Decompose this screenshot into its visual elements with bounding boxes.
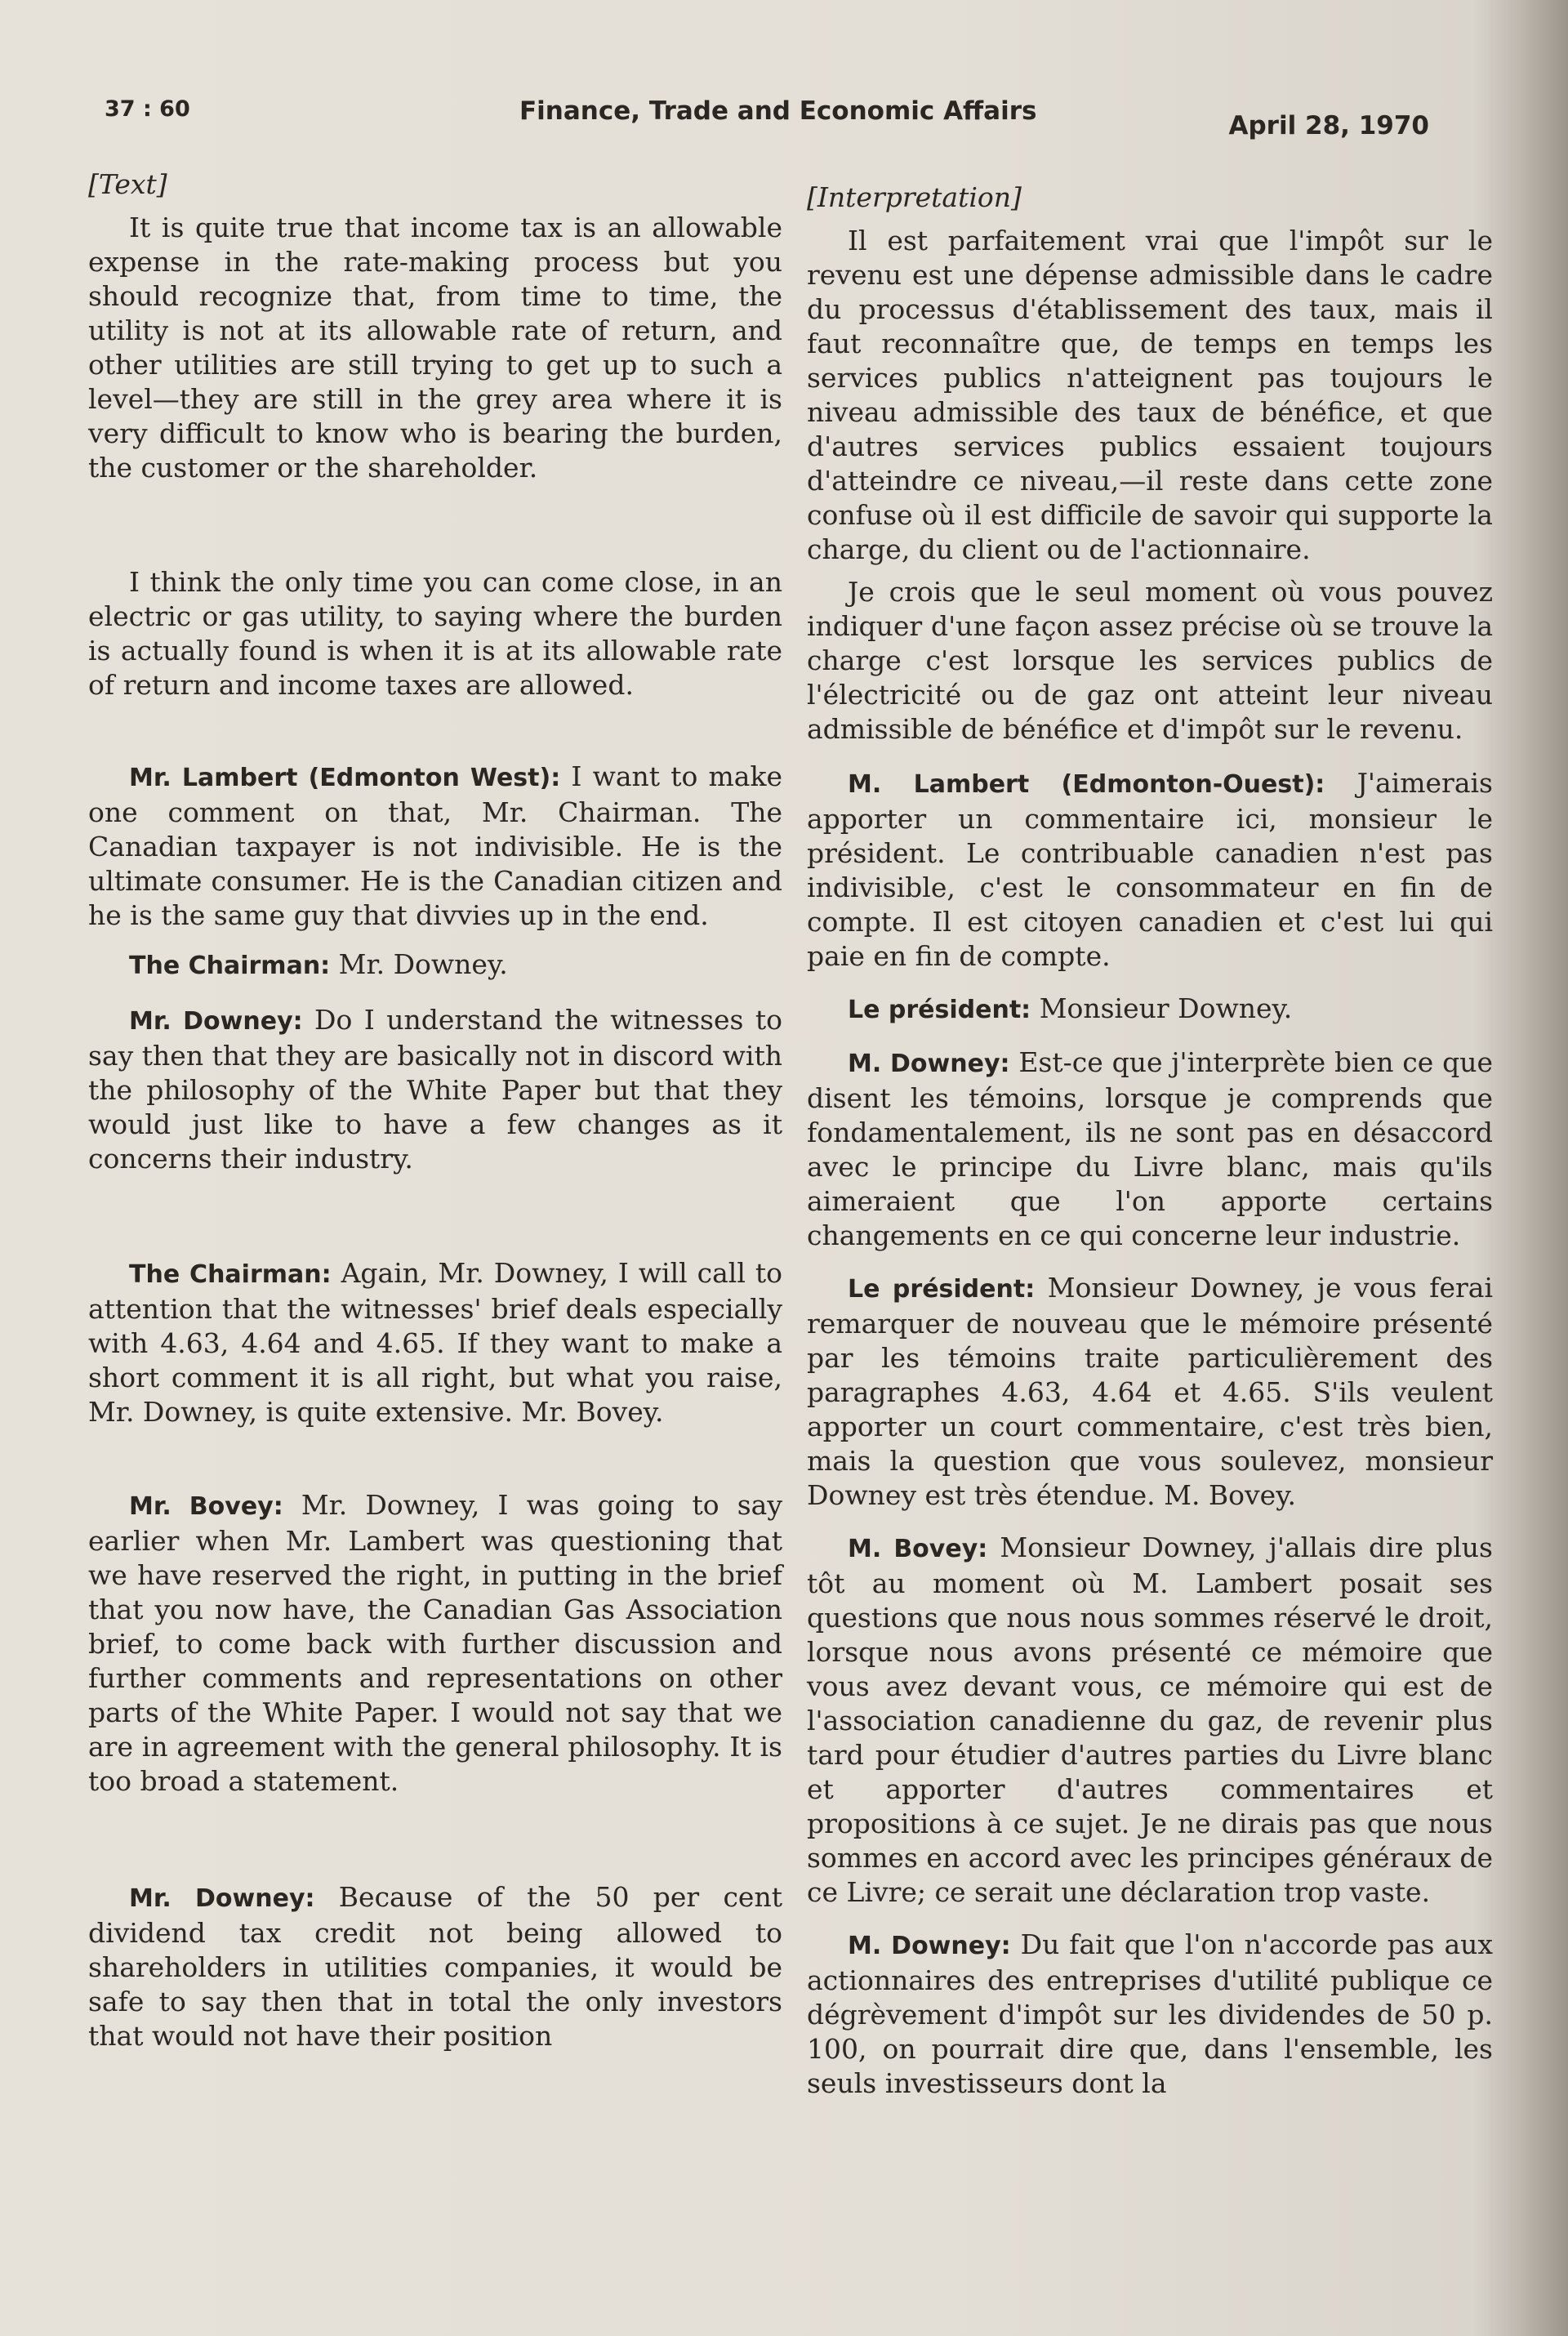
speaker-name: M. Bovey: [848, 1535, 988, 1563]
english-column [88, 167, 782, 2053]
paragraph-text: Monsieur Downey. [1039, 992, 1293, 1024]
french-column [807, 180, 1493, 2101]
paragraph-text: Mr. Downey, I was going to say earlier when Mr. Lambert was questioning that we have reserved the right, in putting in the brief that you now have, the Canadian Gas Association brief, to come back with further discussion and further comments and representations on other parts of the White Paper. I would not say that we are in agreement with the general philosophy. It is too broad a statement. [88, 1489, 782, 1797]
paragraph-text: Do I understand the witnesses to say then that they are basically not in discord with the philosophy of the White Paper but that they would just like to have a few changes as it concerns their industry. [88, 1004, 782, 1175]
paragraph [88, 1256, 782, 1429]
paragraph [88, 1880, 782, 2053]
paragraph [807, 1928, 1493, 2101]
paragraph-text: I think the only time you can come close, in an electric or gas utility, to saying where the burden is actually found is when it is at its allowable rate of return and income taxes are allowed. [88, 566, 782, 701]
page-header [96, 96, 1486, 145]
text-label: [Text] [88, 168, 167, 200]
paragraph [807, 224, 1493, 567]
paragraph-text: Again, Mr. Downey, I will call to attention that the witnesses' brief deals especially with 4.63, 4.64 and 4.65. If they want to make a short comment it is all right, but what you raise, Mr. Downey, is quite extensive. Mr. Bovey. [88, 1257, 782, 1428]
paragraph [88, 565, 782, 702]
speaker-name: The Chairman: [129, 952, 331, 980]
speaker-name: The Chairman: [129, 1260, 332, 1289]
paragraph-text: Du fait que l'on n'accorde pas aux actionnaires des entreprises d'utilité publique ce dégrèvement d'impôt sur les dividendes de 50 p. 100, on pourrait dire que, dans l'ensemble, les seuls investisseurs dont la [807, 1928, 1493, 2099]
paragraph [807, 1531, 1493, 1910]
interpretation-label: [Interpretation] [807, 181, 1022, 213]
paragraph [88, 760, 782, 933]
paragraph [807, 1045, 1493, 1253]
paragraph [88, 1488, 782, 1799]
speaker-name: Mr. Lambert (Edmonton West): [129, 764, 561, 792]
speaker-name: Mr. Downey: [129, 1007, 303, 1036]
paragraph [807, 575, 1493, 747]
paragraph [807, 1271, 1493, 1513]
paragraph [807, 766, 1493, 974]
paragraph [807, 992, 1493, 1028]
paragraph [88, 947, 782, 983]
speaker-name: Mr. Downey: [129, 1884, 315, 1913]
paragraph-text: Je crois que le seul moment où vous pouvez indiquer d'une façon assez précise où se trouve la charge c'est lorsque les services publics de l'électricité ou de gaz ont atteint leur niveau admissible de bénéfice et d'impôt sur le revenu. [807, 576, 1493, 745]
paragraph-text: Est-ce que j'interprète bien ce que disent les témoins, lorsque je comprends que fondamentalement, ils ne sont pas en désaccord avec le principe du Livre blanc, mais qu'ils aimeraient que l'on apporte certains changements en ce qui concerne leur industrie. [807, 1046, 1493, 1251]
speaker-name: Le président: [848, 996, 1031, 1024]
running-title: Finance, Trade and Economic Affairs [519, 96, 1037, 126]
speaker-name: Mr. Bovey: [129, 1492, 283, 1521]
speaker-name: M. Downey: [848, 1932, 1011, 1960]
paragraph-text: Monsieur Downey, j'allais dire plus tôt au moment où M. Lambert posait ses questions que nous nous sommes réservé le droit, lorsque nous avons présenté ce mémoire que vous avez devant vous, ce mémoire qui est de l'association canadienne du gaz, de revenir plus tard pour étudier d'autres parties du Livre blanc et apporter d'autres commentaires et propositions à ce sujet. Je ne dirais pas que nous sommes en accord avec les principes généraux de ce Livre; ce serait une déclaration trop vaste. [807, 1531, 1493, 1908]
page-date: April 28, 1970 [1228, 111, 1429, 140]
paragraph [88, 211, 782, 485]
speaker-name: Le président: [848, 1275, 1036, 1304]
paragraph-text: Monsieur Downey, je vous ferai remarquer de nouveau que le mémoire présenté par les témoins traite particulièrement des paragraphes 4.63, 4.64 et 4.65. S'ils veulent apporter un court commentaire, c'est très bien, mais la question que vous soulevez, monsieur Downey est très étendue. M. Bovey. [807, 1272, 1493, 1511]
page-number: 37 : 60 [105, 96, 190, 122]
speaker-name: M. Downey: [848, 1050, 1010, 1078]
speaker-name: M. Lambert (Edmonton-Ouest): [848, 770, 1325, 799]
paragraph-text: I want to make one comment on that, Mr. Chairman. The Canadian taxpayer is not indivisible. He is the ultimate consumer. He is the Canadian citizen and he is the same guy that divvies up in the end. [88, 760, 782, 931]
paragraph-text: It is quite true that income tax is an allowable expense in the rate-making process but you should recognize that, from time to time, the utility is not at its allowable rate of return, and other utilities are still trying to get up to such a level—they are still in the grey area where it is very difficult to know who is bearing the burden, the customer or the shareholder. [88, 212, 782, 484]
paragraph [88, 1003, 782, 1176]
paragraph-text: Because of the 50 per cent dividend tax credit not being allowed to shareholders in utilities companies, it would be safe to say then that in total the only investors that would not have their position [88, 1881, 782, 2052]
paragraph-text: Mr. Downey. [338, 948, 508, 980]
paragraph-text: J'aimerais apporter un commentaire ici, monsieur le président. Le contribuable canadien n'est pas indivisible, c'est le consommateur en fin de compte. Il est citoyen canadien et c'est lui qui paie en fin de compte. [807, 767, 1493, 972]
paragraph-text: Il est parfaitement vrai que l'impôt sur le revenu est une dépense admissible dans le cadre du processus d'établissement des taux, mais il faut reconnaître que, de temps en temps les services publics n'atteignent pas toujours le niveau admissible des taux de bénéfice, et que d'autres services publics essaient toujours d'atteindre ce niveau,—il reste dans cette zone confuse où il est difficile de savoir qui supporte la charge, du client ou de l'actionnaire. [807, 225, 1493, 565]
